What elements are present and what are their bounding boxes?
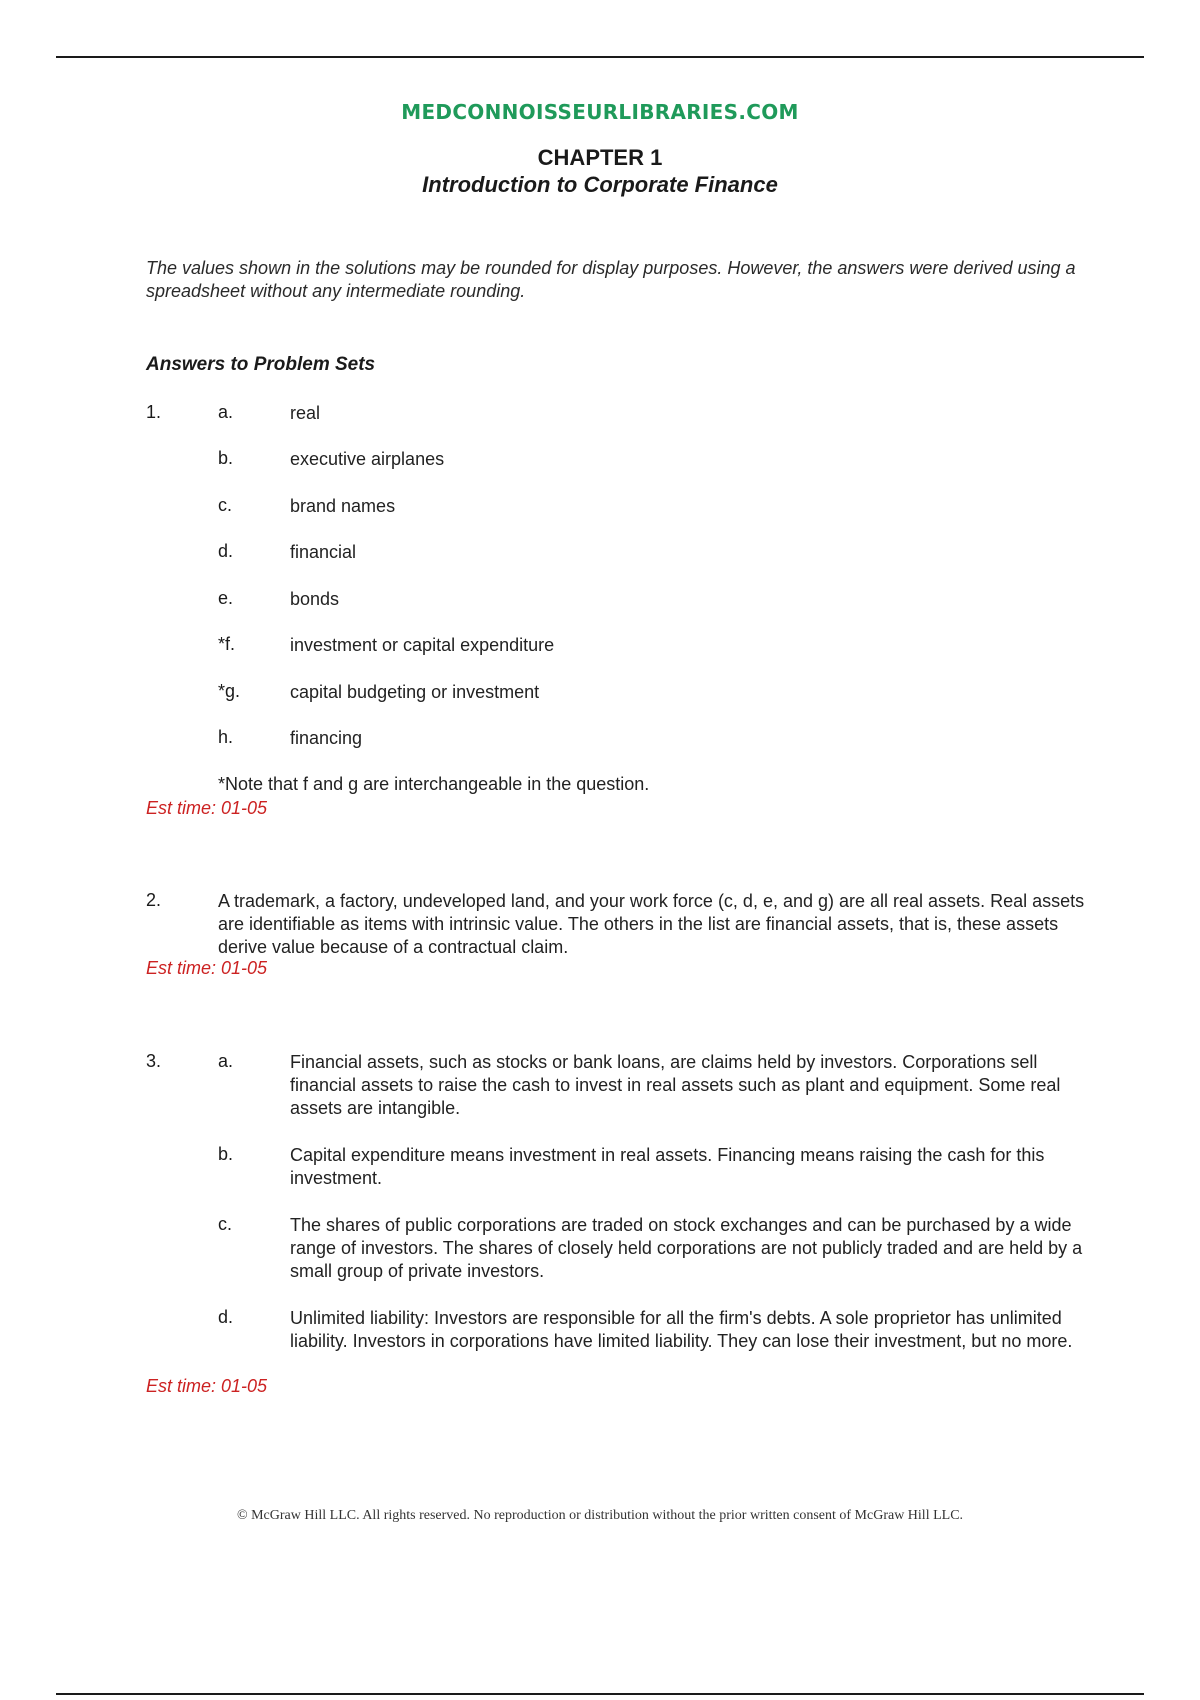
intro-paragraph: The values shown in the solutions may be rounded for display purposes. However, the answers were derived using a spreadsheet without any intermediate rounding.	[146, 258, 1076, 301]
section-heading: Answers to Problem Sets	[146, 354, 376, 375]
problem-1-item-letter: c.	[218, 495, 233, 515]
problem-1-item-letter: e.	[218, 588, 234, 608]
problem-3-item-text: The shares of public corporations are traded on stock exchanges and can be purchased by a wide range of investors. The shares of closely held corporations are not publicly traded and are held by a small group of private investors.	[290, 1215, 1083, 1281]
problem-1-item-letter: b.	[218, 448, 234, 468]
problem-2-text: A trademark, a factory, undeveloped land, and your work force (c, d, e, and g) are all real assets. Real assets are identifiable as items with intrinsic value. The others in the list are financial assets, that is, these assets derive value because of a contractual claim.	[218, 891, 1085, 957]
problem-1-item-text: real	[290, 403, 321, 423]
chapter-label: CHAPTER 1	[537, 145, 663, 170]
problem-2-number: 2.	[146, 890, 162, 910]
bottom-rule	[56, 1693, 1144, 1695]
problem-1-note: *Note that f and g are interchangeable in the question.	[218, 774, 650, 794]
problem-3-est-time: Est time: 01-05	[146, 1376, 268, 1396]
problem-3-item-letter: d.	[218, 1307, 234, 1327]
problem-1-item-text: financing	[290, 728, 363, 748]
site-watermark: MEDCONNOISSEURLIBRARIES.COM	[401, 100, 799, 124]
problem-3-item-text: Financial assets, such as stocks or bank loans, are claims held by investors. Corporations sell financial assets to raise the cash to invest in real assets such as plant and equipment. Some real assets are intangible.	[290, 1052, 1061, 1118]
problem-3-item-letter: b.	[218, 1144, 234, 1164]
problem-1-item-text: financial	[290, 542, 357, 562]
problem-3-item-letter: a.	[218, 1051, 234, 1071]
problem-1-item-text: brand names	[290, 496, 396, 516]
copyright-footer: © McGraw Hill LLC. All rights reserved. No reproduction or distribution without the prior written consent of McGraw Hill LLC.	[236, 1508, 964, 1523]
problem-1-item-letter: a.	[218, 402, 234, 422]
problem-3-number: 3.	[146, 1051, 162, 1071]
problem-1-item-letter: h.	[218, 727, 234, 747]
top-rule	[56, 56, 1144, 58]
problem-1-item-letter: *f.	[218, 634, 236, 654]
problem-3-item-text: Unlimited liability: Investors are responsible for all the firm's debts. A sole proprietor has unlimited liability. Investors in corporations have limited liability. They can lose their investment, but no more.	[290, 1308, 1073, 1351]
problem-1-item-text: bonds	[290, 589, 340, 609]
problem-1-item-text: capital budgeting or investment	[290, 682, 540, 702]
problem-1-number: 1.	[146, 402, 162, 422]
problem-2-est-time: Est time: 01-05	[146, 958, 268, 978]
problem-3-item-letter: c.	[218, 1214, 233, 1234]
problem-1-item-text: investment or capital expenditure	[290, 635, 555, 655]
problem-3-item-text: Capital expenditure means investment in real assets. Financing means raising the cash for this investment.	[290, 1145, 1045, 1188]
problem-1-est-time: Est time: 01-05	[146, 798, 268, 818]
problem-1-item-letter: d.	[218, 541, 234, 561]
problem-1-item-text: executive airplanes	[290, 449, 445, 469]
problem-1-item-letter: *g.	[218, 681, 241, 701]
chapter-title: Introduction to Corporate Finance	[422, 172, 778, 197]
